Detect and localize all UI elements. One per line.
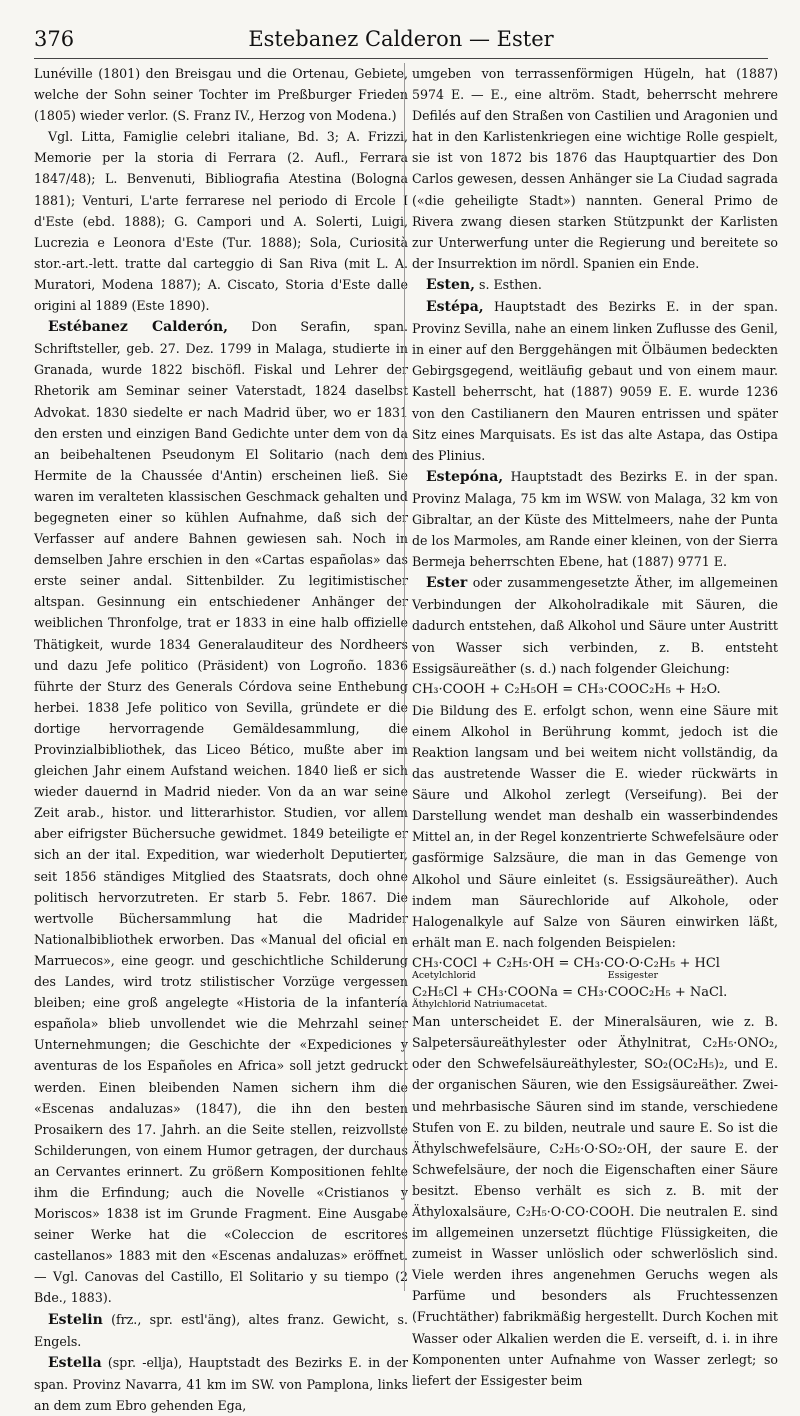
headword: Estébanez Calderón, (48, 319, 228, 336)
left-column (34, 63, 408, 1416)
column-divider (404, 63, 405, 1291)
entry-text: (spr. -ellja), Hauptstadt des Bezirks E. in der span. Provinz Navarra, 41 km im SW. von Pamplona, links an dem zum Ebro gehenden Ega, (34, 1354, 408, 1413)
bibliography-este: Vgl. Litta, Famiglie celebri italiane, Bd. 3; A. Frizzi, Memorie per la storia di Ferrara (2. Aufl., Ferrara 1847/48); L. Benvenuti, Bibliografia Atestina (Bologna 1881); Venturi, L'arte ferrarese nel periodo di Ercole I d'Este (ebd. 1888); G. Campori und A. Solerti, Luigi, Lucrezia e Leonora d'Este (Tur. 1888); Sola, Curiosità stor.-art.-lett. tratte dal carteggio di San Riva (mit L. A. Muratori, Modena 1887); A. Ciscato, Storia d'Este dalle origini al 1889 (Este 1890). (34, 129, 408, 314)
entry-ester-body-2: Man unterscheidet E. der Mineralsäuren, wie z. B. Salpetersäureäthylester oder Äthylnitrat, C₂H₅·ONO₂, oder den Schwefelsäureäthylester, SO₂(OC₂H₅)₂, und E. der organischen Säuren, wie den Essigsäureäther. Zwei- und mehrbasische Säuren sind im stande, verschiedene Stufen von E. zu bilden, neutrale und saure E. So ist die Äthylschwefelsäure, C₂H₅·O·SO₂·OH, der saure E. der Schwefelsäure, der noch die Eigenschaften einer Säure besitzt. Ebenso verhält es sich z. B. mit der Äthyloxalsäure, C₂H₅·O·CO·COOH. Die neutralen E. sind im allgemeinen unzersetzt flüchtige Flüssigkeiten, die zumeist in Wasser unlöslich oder schwerlöslich sind. Viele werden ihres angenehmen Geruchs wegen als Parfüme und besonders als Fruchtessenzen (Fruchtäther) fabrikmäßig hergestellt. Durch Kochen mit Wasser oder Alkalien werden die E. verseift, d. i. in ihre Komponenten unter Aufnahme von Wasser zerlegt; so liefert der Essigester beim (412, 1014, 778, 1388)
entry-estepona (412, 466, 778, 572)
entry-continuation-estella: umgeben von terrassenförmigen Hügeln, hat (1887) 5974 E. — E., eine altröm. Stadt, beherrscht mehrere Defilés auf den Straßen von Castilien und Aragonien und hat in den Karlistenkriegen eine wichtige Rolle gespielt, sie ist von 1872 bis 1876 das Hauptquartier des Don Carlos gewesen, dessen Anhänger sie La Ciudad sagrada («die geheiligte Stadt») nannten. General Primo de Rivera zwang diesen starken Stützpunkt der Karlisten zur Unterwerfung unter die Regierung und bereitete so der Insurrektion im nördl. Spanien ein Ende. (412, 66, 778, 271)
headword: Esten, (426, 276, 475, 293)
entry-text: s. Esthen. (474, 276, 542, 292)
entry-text: Hauptstadt des Bezirks E. in der span. Provinz Sevilla, nahe an einem linken Zuflusse des Genil, in einer auf den Berggehängen mit Ölbäumen bedeckten Gebirgsgegend, weitläufig gebaut und von einem maur. Kastell beherrscht, hat (1887) 9059 E. E. wurde 1236 von den Castilianern den Mauren entrissen und später Sitz eines Marquisats. Es ist das alte Astapa, das Ostipa des Plinius. (412, 299, 778, 463)
entry-text: Hauptstadt des Bezirks E. in der span. Provinz Malaga, 75 km im WSW. von Malaga, 32 km von Gibraltar, an der Küste des Mittelmeers, nahe der Punta de los Marmoles, am Rande einer kleinen, von der Sierra Bermeja beherrschten Ebene, hat (1887) 9771 E. (412, 468, 778, 570)
entry-ester-body: Die Bildung des E. erfolgt schon, wenn eine Säure mit einem Alkohol in Berührung kommt, jedoch ist die Reaktion langsam und bei weitem nicht vollständig, da das austretende Wasser die E. wieder rückwärts in Säure und Alkohol zerlegt (Verseifung). Bei der Darstellung wendet man deshalb ein wasserbindendes Mittel an, in der Regel konzentrierte Schwefelsäure oder gasförmige Salzsäure, die man in das Gemenge von Alkohol und Säure einleitet (s. Essigsäureäther). Auch indem man Säurechloride auf Alkohole, oder Halogenalkyle auf Salze von Säuren einwirken läßt, erhält man E. nach folgenden Beispielen: (412, 702, 778, 950)
headword: Estépa, (426, 299, 484, 316)
equation-esterification: CH₃·COOH + C₂H₅OH = CH₃·COOC₂H₅ + H₂O. (412, 681, 721, 697)
entry-text: Don Serafin, span. Schriftsteller, geb. 27. Dez. 1799 in Malaga, studierte in Granada, wurde 1822 bischöfl. Fiskal und Lehrer der Rhetorik am Seminar seiner Vaterstadt, 1824 daselbst Advokat. 1830 siedelte er nach Madrid über, wo er 1831 den ersten und einzigen Band Gedichte unter dem von da an beibehaltenen Pseudonym El Solitario (nach dem Hermite de la Chaussée d'Antin) erscheinen ließ. Sie waren im veralteten klassischen Geschmack gehalten und begegneten einer so kühlen Aufnahme, daß sich der Verfasser auf andere Bahnen gewiesen sah. Noch in demselben Jahre erschien in den «Cartas españolas» das erste seiner andal. Sittenbilder. Zu legitimistischer altspan. Gesinnung ein entschiedener Anhänger der weiblichen Thronfolge, trat er 1833 in eine halb offizielle Thätigkeit, wurde 1834 Generalauditeur des Nordheers und dazu Jefe politico (Präsident) von Logroño. 1836 führte der Sturz des Generals Córdova seine Enthebung herbei. 1838 Jefe politico von Sevilla, gründete er die dortige hervorragende Gemäldesammlung, die Provinzialbibliothek, das Liceo Bético, mußte aber im gleichen Jahr einem Aufstand weichen. 1840 ließ er sich wieder dauernd in Madrid nieder. Von da an war seine Zeit arab., histor. und litterarhistor. Studien, vor allem aber eifrigster Büchersuche gewidmet. 1849 beteiligte er sich an der ital. Expedition, war wiederholt Deputierter, seit 1856 ständiges Mitglied des Staatsrats, doch ohne politisch hervorzutreten. Er starb 5. Febr. 1867. Die wertvolle Büchersammlung hat die Madrider Nationalbibliothek erworben. Das «Manual del oficial en Marruecos», eine geogr. und geschichtliche Schilderung des Landes, wird trotz stilistischer Vorzüge vergessen bleiben; eine groß angelegte «Historia de la infantería española» blieb unvollendet wie die Mehrzahl seiner Unternehmungen; die Geschichte der «Expediciones y aventuras de los Españoles en Africa» soll jetzt gedruckt werden. Einen bleibenden Namen sichern ihm die «Escenas andaluzas» (1847), die ihn den besten Prosaikern des 17. Jahrh. an die Seite stellen, reizvollste Schilderungen, von einem Humor getragen, der durchaus an Cervantes erinnert. Zu größern Kompositionen fehlte ihm die Erfindung; auch die Novelle «Cristianos y Moriscos» 1838 ist im Grunde Fragment. Eine Ausgabe seiner Werke hat die «Coleccion de escritores castellanos» 1883 mit den «Escenas andaluzas» eröffnet. — Vgl. Canovas del Castillo, El Solitario y su tiempo (2 Bde., 1883). (34, 319, 408, 1306)
page-header (34, 24, 768, 54)
equation-ethyl-chloride: C₂H₅Cl + CH₃·COONa = CH₃·COOC₂H₅ + NaCl. (412, 985, 728, 1001)
running-title: Estebanez Calderon — Ester (248, 27, 554, 51)
entry-estepa (412, 296, 778, 466)
header-rule (34, 58, 768, 59)
entry-esten (412, 274, 778, 296)
entry-ester (412, 572, 778, 678)
entry-text: (frz., spr. estl'äng), altes franz. Gewicht, s. Engels. (34, 1311, 408, 1349)
entry-text: oder zusammengesetzte Äther, im allgemeinen Verbindungen der Alkoholradikale mit Säuren, die dadurch entstehen, daß Alkohol und Säure unter Austritt von Wasser sich verbinden, z. B. entsteht Essigsäureäther (s. d.) nach folgender Gleichung: (412, 575, 778, 676)
label-acetylchlorid: Acetylchlorid (412, 970, 476, 982)
label-essigester: Essigester (607, 970, 658, 982)
entry-estella (34, 1352, 408, 1416)
headword: Ester (426, 575, 468, 592)
headword: Estelin (48, 1311, 103, 1328)
headword: Estepóna, (426, 468, 504, 485)
headword: Estella (48, 1354, 102, 1371)
right-column (412, 63, 778, 1391)
entry-continuation-este: Lunéville (1801) den Breisgau und die Ortenau, Gebiete, welche der Sohn seiner Tochter im Preßburger Frieden (1805) wieder verlor. (S. Franz IV., Herzog von Modena.) (34, 66, 408, 124)
entry-estelin (34, 1309, 408, 1352)
equation-acetyl-chloride: CH₃·COCl + C₂H₅·OH = CH₃·CO·O·C₂H₅ + HCl (412, 955, 720, 971)
page-number: 376 (34, 27, 75, 51)
label-aethylchlorid: Äthylchlorid Natriumacetat. (412, 999, 548, 1011)
entry-estebanez-calderon (34, 316, 408, 1308)
